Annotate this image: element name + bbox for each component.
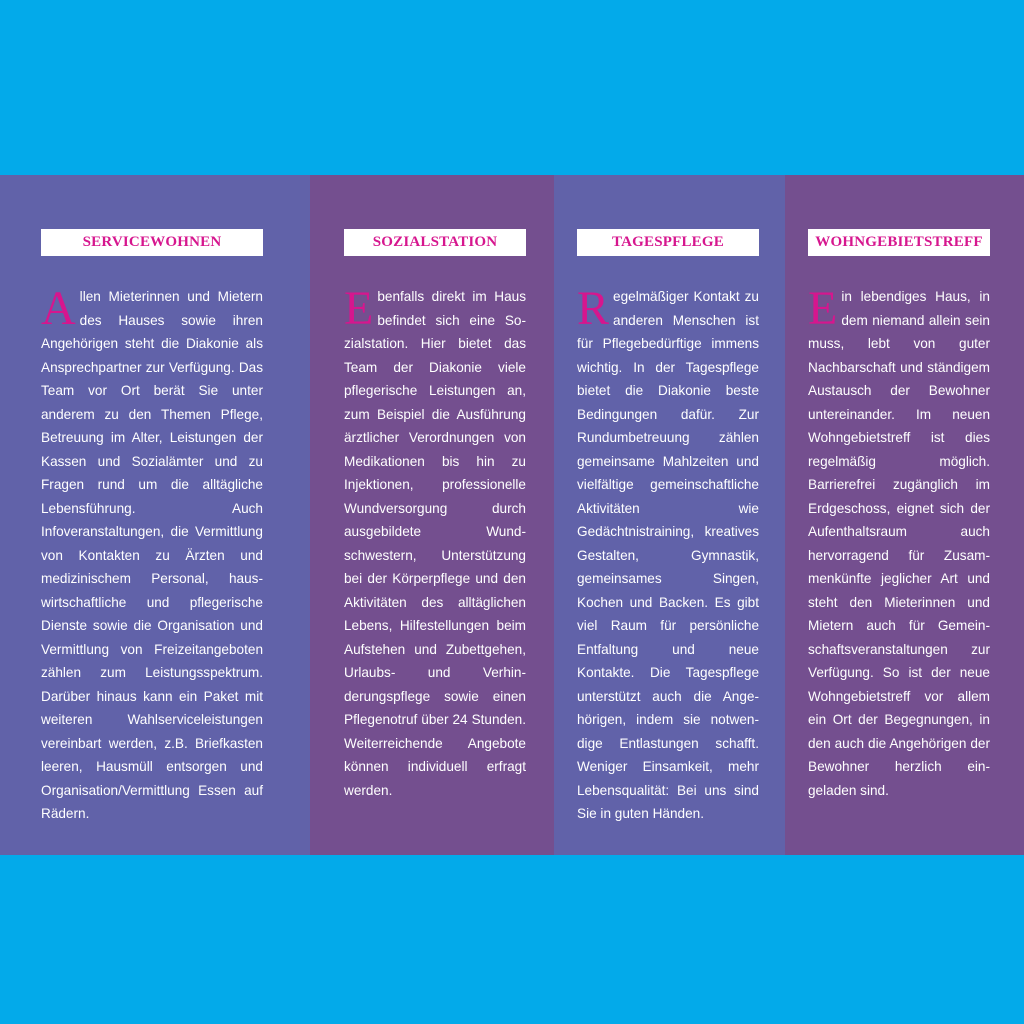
column-body: [41, 282, 263, 826]
drop-cap: R: [577, 282, 610, 335]
column-title: TAGESPFLEGE: [577, 229, 759, 256]
drop-cap: E: [344, 282, 374, 335]
column-text: benfalls direkt im Haus befindet sich eine Sozialstation. Hier bietet das Team der Diakonie viele pflegerische Leistungen an, zum Beispiel die Ausführung ärztlicher Verordnungen von Medikationen bis hin zu Injektionen, professionelle Wundversorgung durch ausgebildete Wundschwestern, Unterstützung bei der Körperpflege und den Aktivitäten des alltäglichen Lebens, Hilfestellungen beim Aufstehen und Zubettgehen, Urlaubs- und Verhinderungspflege sowie einen Pflegenotruf über 24 Stunden. Weiterreichende Angebote können individuell erfragt werden.: [344, 289, 526, 798]
column-servicewohnen: [0, 175, 310, 855]
column-body: [344, 282, 526, 802]
drop-cap: A: [41, 282, 76, 335]
drop-cap: E: [808, 282, 838, 335]
services-band: [0, 175, 1024, 855]
column-tagespflege: [554, 175, 785, 855]
column-text: egelmäßiger Kontakt zu anderen Menschen ist für Pflegebedürftige immens wichtig. In der Tagespflege bietet die Diakonie beste Bedingungen dafür. Zur Rundumbetreuung zählen gemeinsame Mahlzeiten und vielfältige gemeinschaftliche Aktivitäten wie Gedächtnistraining, kreatives Gestalten, Gymnastik, gemeinsames Singen, Kochen und Backen. Es gibt viel Raum für persönliche Entfaltung und neue Kontakte. Die Tagespflege unterstützt auch die Angehörigen, indem sie notwendige Entlastungen schafft. Weniger Einsamkeit, mehr Lebensqualität: Bei uns sind Sie in guten Händen.: [577, 289, 759, 821]
column-body: [808, 282, 990, 802]
column-sozialstation: [310, 175, 554, 855]
column-text: in lebendiges Haus, in dem niemand allein sein muss, lebt von guter Nachbarschaft und ständigem Austausch der Bewohner untereinander. Im neuen Wohngebietstreff ist dies regelmäßig möglich. Barrierefrei zugänglich im Erdgeschoss, eignet sich der Aufenthaltsraum auch hervorragend für Zusammenkünfte jeglicher Art und steht den Mieterinnen und Mietern auch für Gemeinschaftsveranstaltungen zur Verfügung. So ist der neue Wohngebietstreff vor allem ein Ort der Begegnungen, in den auch die Angehörigen der Bewohner herzlich eingeladen sind.: [808, 289, 990, 798]
column-title: SERVICEWOHNEN: [41, 229, 263, 256]
column-text: llen Mieterinnen und Mietern des Hauses sowie ihren Angehörigen steht die Diakonie als Ansprechpartner zur Verfügung. Das Team vor Ort berät Sie unter anderem zu den Themen Pflege, Betreuung im Alter, Leistungen der Kassen und Sozialämter und zu Fragen rund um die alltägliche Lebensführung. Auch Infoveranstaltungen, die Vermittlung von Kontakten zu Ärzten und medizinischem Personal, hauswirtschaftliche und pflegerische Dienste sowie die Organisation und Vermittlung von Freizeitangeboten zählen zum Leistungsspektrum. Darüber hinaus kann ein Paket mit weiteren Wahlserviceleistungen vereinbart werden, z.B. Briefkasten leeren, Hausmüll entsorgen und Organisation/Vermittlung Essen auf Rädern.: [41, 289, 263, 821]
column-title: WOHNGEBIETSTREFF: [808, 229, 990, 256]
column-body: [577, 282, 759, 826]
column-wohngebietstreff: [785, 175, 1024, 855]
column-title: SOZIALSTATION: [344, 229, 526, 256]
